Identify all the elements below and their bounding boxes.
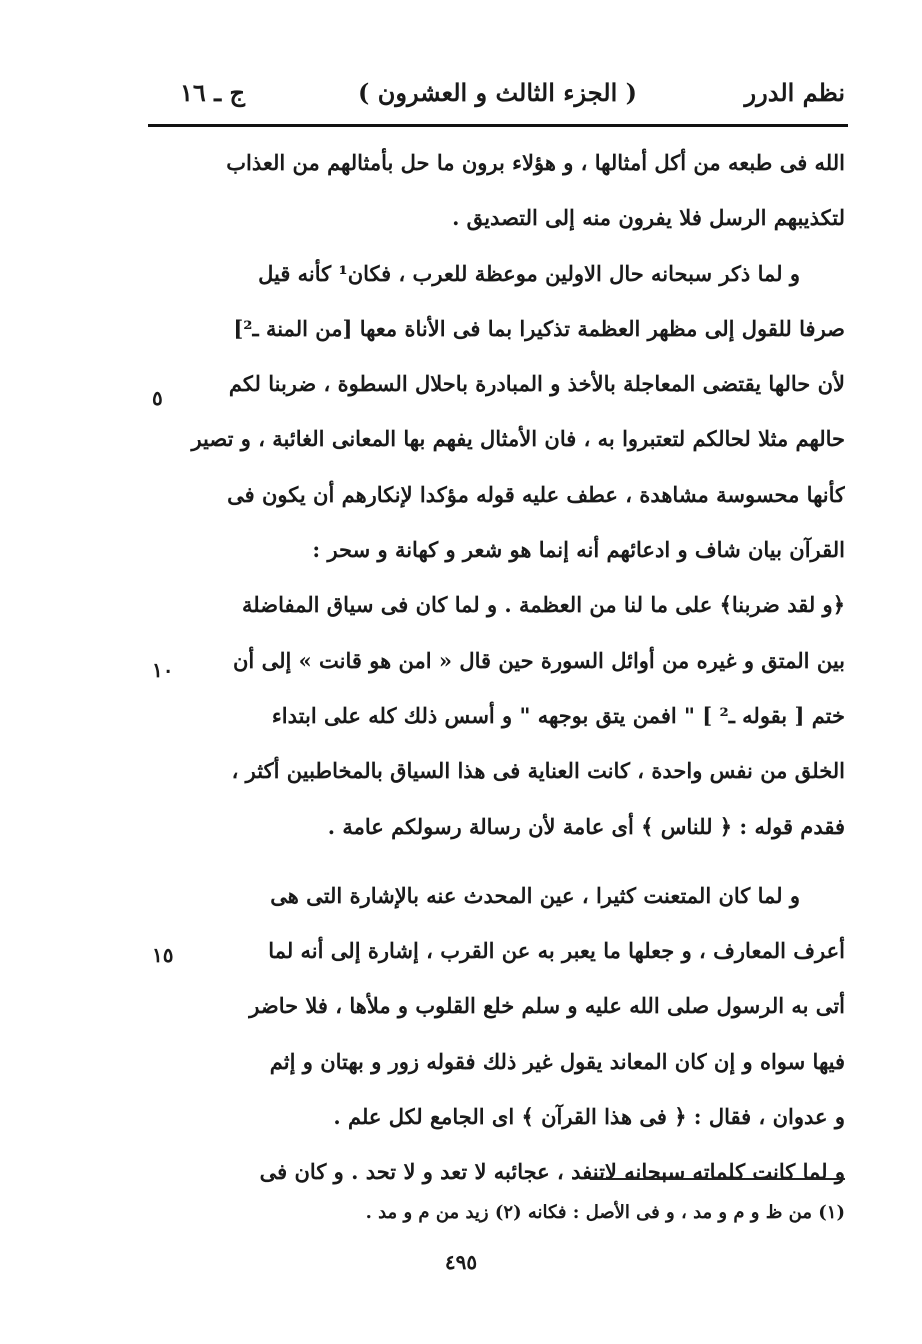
- text-line: ختم [ بقوله ـ² ] " افمن يتق بوجهه " و أسس ذلك كله على ابتداء: [271, 702, 845, 728]
- part-title: ( الجزء الثالث و العشرون ): [358, 78, 637, 107]
- line-number-5: ٥: [152, 386, 163, 410]
- text-line: القرآن بيان شاف و ادعائهم أنه إنما هو شعر و كهانة و سحر :: [312, 537, 845, 563]
- footnote: (١) من ظ و م و مد ، و فى الأصل : فكانه (٢) زيد من م و مد .: [365, 1202, 845, 1223]
- text-line: و لما كانت كلماته سبحانه لاتنفد ، عجائبه لا تعد و لا تحد . و كان فى: [259, 1159, 845, 1185]
- text-line: حالهم مثلا لحالكم لتعتبروا به ، فان الأمثال يفهم بها المعانى الغائبة ، و تصير: [191, 426, 845, 452]
- text-line: و لما ذكر سبحانه حال الاولين موعظة للعرب ، فكان¹ كأنه قيل: [258, 260, 800, 286]
- text-line: فيها سواه و إن كان المعاند يقول غير ذلك فقوله زور و بهتان و إثم: [269, 1048, 845, 1074]
- text-line: لتكذيبهم الرسل فلا يفرون منه إلى التصديق .: [452, 205, 845, 231]
- text-line: بين المتق و غيره من أوائل السورة حين قال « امن هو قانت » إلى أن: [233, 647, 845, 673]
- text-line: و لما كان المتعنت كثيرا ، عين المحدث عنه بالإشارة التى هى: [270, 882, 800, 908]
- volume-reference: ج ـ ١٦: [180, 78, 246, 107]
- main-text: [180, 135, 845, 1200]
- running-header: [150, 70, 845, 120]
- text-line: و عدوان ، فقال : ﴿ فى هذا القرآن ﴾ اى الجامع لكل علم .: [333, 1104, 845, 1130]
- page-number: ٤٩٥: [444, 1250, 478, 1274]
- line-number-10: ١٠: [152, 658, 174, 682]
- header-rule: [148, 124, 848, 127]
- text-line: ﴿و لقد ضربنا﴾ على ما لنا من العظمة . و لما كان فى سياق المفاضلة: [242, 592, 845, 618]
- footnote-rule: [590, 1178, 845, 1180]
- text-line: لأن حالها يقتضى المعاجلة بالأخذ و المبادرة باحلال السطوة ، ضربنا لكم: [228, 371, 845, 397]
- text-line: الله فى طبعه من أكل أمثالها ، و هؤلاء برون ما حل بأمثالهم من العذاب: [226, 150, 845, 175]
- text-line: فقدم قوله : ﴿ للناس ﴾ أى عامة لأن رسالة رسولكم عامة .: [327, 813, 845, 839]
- text-line: كأنها محسوسة مشاهدة ، عطف عليه قوله مؤكدا لإنكارهم أن يكون فى: [227, 481, 845, 507]
- text-line: صرفا للقول إلى مظهر العظمة تذكيرا بما فى الأناة معها [من المنة ـ²]: [233, 315, 845, 341]
- line-number-15: ١٥: [152, 943, 174, 967]
- text-line: الخلق من نفس واحدة ، كانت العناية فى هذا السياق بالمخاطبين أكثر ،: [231, 758, 845, 784]
- text-line: أعرف المعارف ، و جعلها ما يعبر به عن القرب ، إشارة إلى أنه لما: [268, 938, 845, 964]
- book-title: نظم الدرر: [744, 78, 845, 107]
- text-line: أتى به الرسول صلى الله عليه و سلم خلع القلوب و ملأها ، فلا حاضر: [249, 993, 845, 1019]
